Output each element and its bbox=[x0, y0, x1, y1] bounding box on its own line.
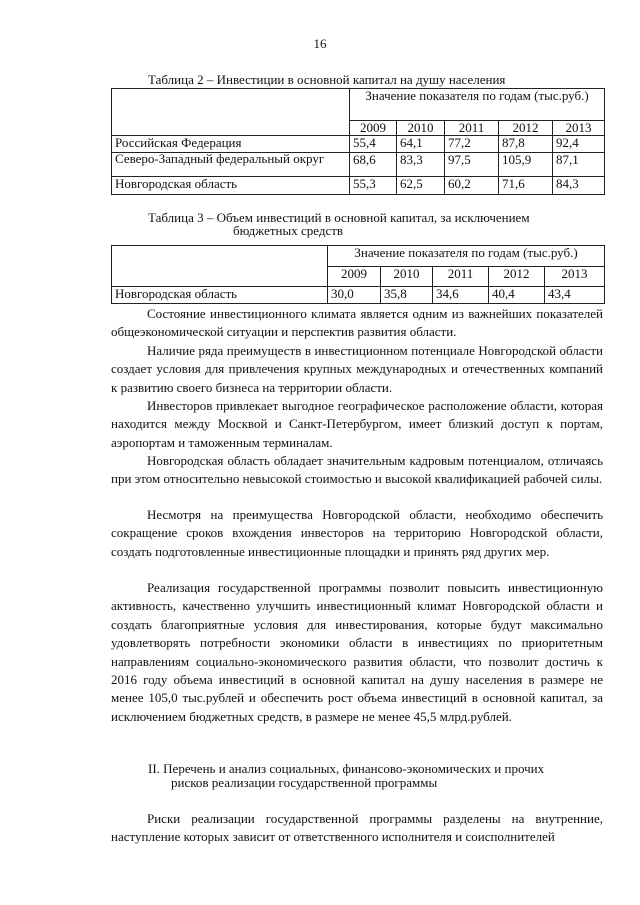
table3-caption: Таблица 3 – Объем инвестиций в основной капитал, за исключением bbox=[148, 210, 530, 225]
body-paragraph bbox=[111, 579, 603, 726]
value-cell: 87,1 bbox=[553, 153, 605, 177]
section-heading bbox=[148, 762, 603, 790]
table3-corner-cell bbox=[112, 246, 328, 287]
table3-header: Значение показателя по годам (тыс.руб.) bbox=[328, 246, 605, 267]
table3-year: 2013 bbox=[545, 267, 605, 287]
table3-year: 2012 bbox=[489, 267, 545, 287]
table-row bbox=[112, 177, 605, 195]
value-cell: 30,0 bbox=[328, 287, 381, 304]
body-paragraph bbox=[111, 810, 603, 847]
paragraph-text: Наличие ряда преимуществ в инвестиционном потенциале Новгородской области создает условия для привлечения крупных международных и отечественных компаний к развитию своего бизнеса на территории области. bbox=[111, 343, 603, 395]
table2-header: Значение показателя по годам (тыс.руб.) bbox=[350, 89, 605, 121]
value-cell: 105,9 bbox=[499, 153, 553, 177]
value-cell: 97,5 bbox=[445, 153, 499, 177]
table3 bbox=[111, 245, 605, 304]
value-cell: 60,2 bbox=[445, 177, 499, 195]
region-name: Российская Федерация bbox=[112, 136, 350, 153]
region-name: Северо-Западный федеральный округ bbox=[112, 153, 350, 177]
value-cell: 68,6 bbox=[350, 153, 397, 177]
paragraph-text: Новгородская область обладает значительным кадровым потенциалом, отличаясь при этом относительно невысокой стоимостью и высокой квалификацией рабочей силы. bbox=[111, 453, 603, 487]
body-paragraph bbox=[111, 452, 603, 489]
section-heading-line1: II. Перечень и анализ социальных, финансово-экономических и прочих bbox=[148, 761, 545, 776]
value-cell: 84,3 bbox=[553, 177, 605, 195]
table2-year: 2012 bbox=[499, 121, 553, 136]
table-row bbox=[112, 136, 605, 153]
table2-caption: Таблица 2 – Инвестиции в основной капитал на душу населения bbox=[148, 72, 506, 87]
body-paragraph bbox=[111, 342, 603, 397]
table2-year: 2009 bbox=[350, 121, 397, 136]
paragraph-text: Инвесторов привлекает выгодное географическое расположение области, которая находится между Москвой и Санкт-Петербургом, имеет близкий доступ к портам, аэропортам и таможенным терминалам. bbox=[111, 398, 603, 450]
value-cell: 87,8 bbox=[499, 136, 553, 153]
table3-caption-line2: бюджетных средств bbox=[233, 223, 344, 238]
body-paragraph bbox=[111, 397, 603, 452]
table2 bbox=[111, 88, 605, 195]
value-cell: 35,8 bbox=[381, 287, 433, 304]
paragraph-text: Несмотря на преимущества Новгородской области, необходимо обеспечить сокращение сроков вхождения инвесторов на территорию Новгородской области, создать подготовленные инвестиционные площадки и принять ряд других мер. bbox=[111, 507, 603, 559]
value-cell: 62,5 bbox=[397, 177, 445, 195]
region-name: Новгородская область bbox=[112, 287, 328, 304]
paragraph-text: Риски реализации государственной программы разделены на внутренние, наступление которых зависит от ответственного исполнителя и соисполнителей bbox=[111, 811, 603, 845]
table2-year: 2013 bbox=[553, 121, 605, 136]
table2-year: 2010 bbox=[397, 121, 445, 136]
body-paragraph bbox=[111, 305, 603, 342]
value-cell: 40,4 bbox=[489, 287, 545, 304]
table3-year: 2009 bbox=[328, 267, 381, 287]
value-cell: 43,4 bbox=[545, 287, 605, 304]
table2-corner-cell bbox=[112, 89, 350, 136]
table2-year: 2011 bbox=[445, 121, 499, 136]
body-paragraph bbox=[111, 506, 603, 561]
table-row bbox=[112, 287, 605, 304]
value-cell: 71,6 bbox=[499, 177, 553, 195]
table3-year: 2011 bbox=[433, 267, 489, 287]
paragraph-text: Реализация государственной программы позволит повысить инвестиционную активность, качественно улучшить инвестиционный климат Новгородской области и создать благоприятные условия для инвестирования, которые будут максимально удовлетворять потребности экономики области в инвестициях по приоритетным направлениям социально-экономического развития области, что позволит достичь к 2016 году объема инвестиций в основной капитал на душу населения в размере не менее 105,0 тыс.рублей и обеспечить рост объема инвестиций в основной капитал, за исключением бюджетных средств, в размере не менее 45,5 млрд.рублей. bbox=[111, 580, 603, 724]
value-cell: 83,3 bbox=[397, 153, 445, 177]
table3-year: 2010 bbox=[381, 267, 433, 287]
value-cell: 77,2 bbox=[445, 136, 499, 153]
value-cell: 55,3 bbox=[350, 177, 397, 195]
value-cell: 34,6 bbox=[433, 287, 489, 304]
section-heading-line2: рисков реализации государственной программы bbox=[171, 775, 438, 790]
page-number: 16 bbox=[313, 36, 327, 51]
value-cell: 92,4 bbox=[553, 136, 605, 153]
table-row bbox=[112, 153, 605, 177]
value-cell: 64,1 bbox=[397, 136, 445, 153]
region-name: Новгородская область bbox=[112, 177, 350, 195]
value-cell: 55,4 bbox=[350, 136, 397, 153]
paragraph-text: Состояние инвестиционного климата является одним из важнейших показателей общеэкономической ситуации и перспектив развития области. bbox=[111, 306, 603, 340]
